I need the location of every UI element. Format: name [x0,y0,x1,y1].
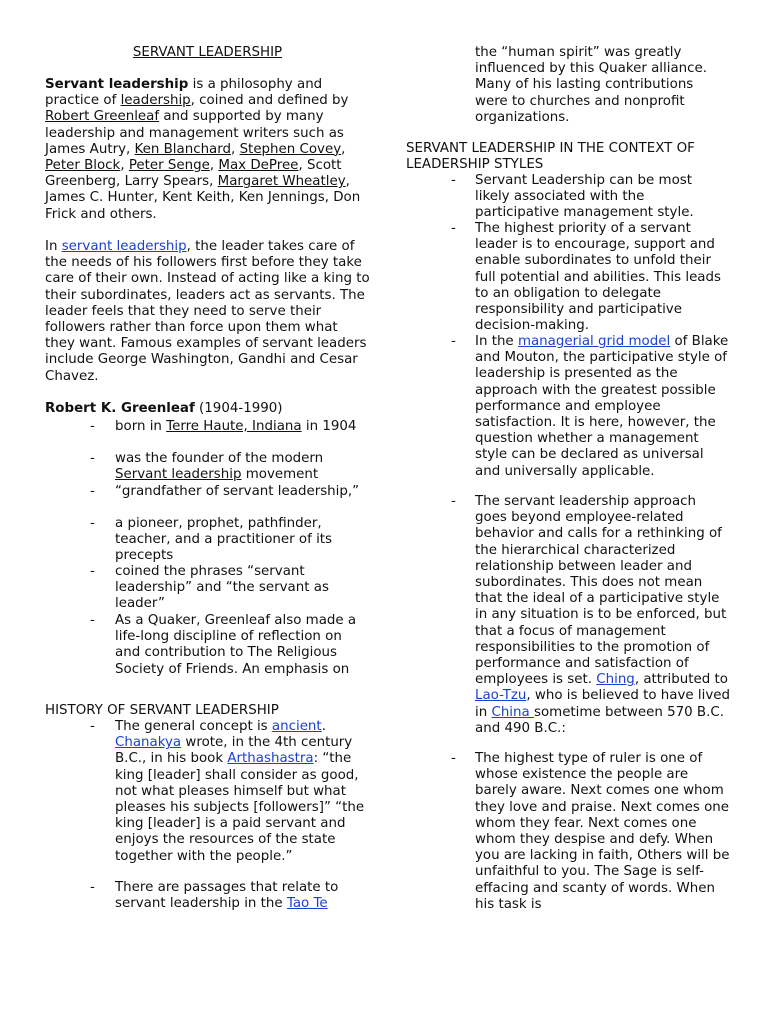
bullet-text-part: wrote, in the 4th century B.C., in his book [115,735,353,767]
bullet-text-part: movement [241,467,319,483]
bullet-dash: - [451,751,456,766]
link-peter-senge[interactable]: Peter Senge [128,158,210,174]
bullet-text-part: in 1904 [301,419,357,434]
intro-term: Servant leadership [45,77,189,92]
bullet-text [115,719,370,865]
bullet-text-part: There are passages that relate to servant leadership in the [115,880,339,912]
intro-text-2: , coined and defined by [190,93,349,109]
link-chanakya[interactable]: Chanakya [115,735,182,751]
bullet-text-part: born in [115,419,167,434]
bullet-dash: - [90,419,95,434]
bullet-text: coined the phrases “servant leadership” and “the servant as leader” [115,564,329,612]
bullet-text: The highest priority of a servant leader is to encourage, support and enable subordinates to unfold their full potential and abilities. This leads to an obligation to delegate responsibility and participative decision-making. [475,221,721,334]
link-china[interactable]: China [491,704,534,720]
bullet-text-part: of Blake and Mouton, the participative style of leadership is presented as the approach with the greatest possible performance and employee satisfaction. It is here, however, the question whether a management style can be declared as universal and universally applicable. [475,334,729,479]
bullet-text-part: : “the king [leader] shall consider as good, not what pleases himself but what pleases his subjects [followers]” “the king [leader] is a paid servant and enjoys the resources of the state together with the people.” [115,751,365,864]
bullet-text [115,419,370,435]
greenleaf-heading [45,401,370,417]
bullet-text-part: , attributed to [634,672,728,688]
link-ching[interactable]: Ching [596,672,635,688]
bullet-text-part: sometime between 570 B.C. and 490 B.C.: [475,704,724,736]
bullet-text-part: , who is believed to have lived in [475,688,731,720]
intro-text-5: , [341,141,346,157]
styles-heading: SERVANT LEADERSHIP IN THE CONTEXT OF LEADERSHIP STYLES [406,141,695,173]
link-managerial-grid-model[interactable]: managerial grid model [517,334,671,349]
bullet-dash: - [451,221,456,236]
greenleaf-years: (1904-1990) [194,401,283,416]
link-ancient[interactable]: ancient [271,719,322,734]
bullet-text: As a Quaker, Greenleaf also made a life-long discipline of reflection on and contribution to The Religious Society of Friends. An emphasis on [115,613,357,677]
link-arthashastra[interactable]: Arthashastra [227,751,314,767]
intro-text-9: , James C. Hunter, Kent Keith, Ken Jennings, Don Frick and others. [45,174,361,222]
link-max-depree[interactable]: Max DePree [218,158,299,174]
link-servant-leadership[interactable]: servant leadership [61,239,187,254]
intro-text-8: , Scott Greenberg, Larry Spears, [45,158,342,190]
greenleaf-name: Robert K. Greenleaf [45,401,195,416]
bullet-dash: - [451,334,456,349]
bullet-text-part: The servant leadership approach goes beyond employee-related behavior and calls for a rethinking of the hierarchical characterized relationship between leader and subordinates. This does not mean that the ideal of a participative style in any situation is to be enforced, but that a focus of management responsibilities to the promotion of performance and satisfaction of employees is set. [475,494,727,688]
bullet-text-part: In the [475,334,518,349]
link-servant-leadership-movement[interactable]: Servant leadership [115,467,242,483]
link-margaret-wheatley[interactable]: Margaret Wheatley [217,174,346,190]
bullet-dash: - [90,719,95,734]
quaker-continuation: the “human spirit” was greatly influenced by this Quaker alliance. Many of his lasting contributions were to churches and nonprofit organizations. [475,45,708,125]
link-leadership[interactable]: leadership [120,93,191,109]
link-ken-blanchard[interactable]: Ken Blanchard [134,141,232,157]
intro-text-1: is a philosophy and practice of [45,77,323,109]
servant-leadership-paragraph [45,239,370,385]
bullet-text: “grandfather of servant leadership,” [115,484,360,499]
bullet-text-part: The general concept is [115,719,272,734]
bullet-text-part: was the founder of the modern [115,451,324,466]
document-title: SERVANT LEADERSHIP [132,45,283,60]
bullet-text: The highest type of ruler is one of whose existence the people are barely aware. Next comes one whom they love and praise. Next comes one whom they fear. Next comes one whom they despise and defy. When you are lacking in faith, Others will be unfaithful to you. The Sage is self-effacing and scanty of words. When his task is [475,751,730,912]
bullet-text: a pioneer, prophet, pathfinder, teacher, and a practitioner of its precepts [115,516,333,564]
para2-text-2: , the leader takes care of the needs of his followers first before they take care of their own. Instead of acting like a king to their subordinates, leaders act as servants. The leader feels that they need to serve their followers rather than force upon them what they want. Famous examples of servant leaders include George Washington, Gandhi and Cesar Chavez. [45,239,370,384]
intro-text-4: , [231,141,240,157]
bullet-dash: - [451,173,456,188]
bullet-dash: - [90,564,95,579]
bullet-dash: - [451,494,456,509]
bullet-dash: - [90,613,95,628]
intro-text-7: , [209,158,219,174]
link-tao-te[interactable]: Tao Te [286,896,328,912]
bullet-dash: - [90,484,95,499]
link-peter-block[interactable]: Peter Block [45,158,121,174]
link-stephen-covey[interactable]: Stephen Covey [239,141,342,157]
intro-text-3: and supported by many leadership and management writers such as James Autry, [45,109,344,157]
bullet-text-part: . [321,719,326,734]
link-lao-tzu[interactable]: Lao-Tzu [475,688,527,704]
bullet-dash: - [90,516,95,531]
bullet-dash: - [90,880,95,895]
bullet-text [115,880,370,912]
bullet-text: Servant Leadership can be most likely associated with the participative management style. [475,173,694,221]
intro-paragraph [45,77,370,223]
link-robert-greenleaf[interactable]: Robert Greenleaf [45,109,160,125]
intro-text-6: , [120,158,129,174]
link-terre-haute[interactable]: Terre Haute, Indiana [166,419,302,434]
bullet-text [115,451,370,483]
bullet-text [475,494,730,737]
bullet-text [475,334,730,480]
history-heading: HISTORY OF SERVANT LEADERSHIP [45,703,279,718]
bullet-dash: - [90,451,95,466]
para2-text-1: In [45,239,62,254]
